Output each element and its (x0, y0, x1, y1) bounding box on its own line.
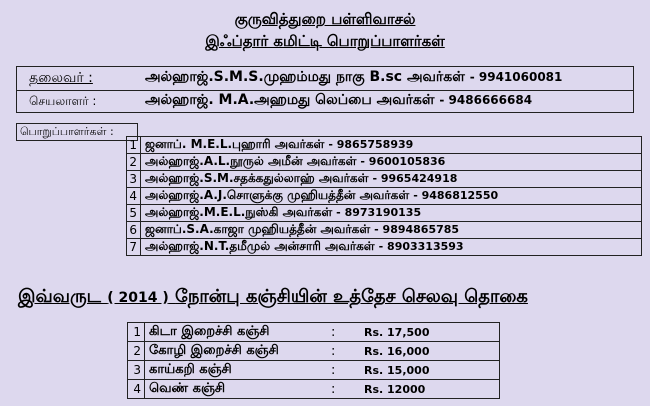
expense-item: கிடா இறைச்சி கஞ்சி (145, 323, 331, 342)
expense-title-suffix: நோன்பு கஞ்சியின் உத்தேச செலவு தொகை (175, 286, 528, 307)
president-value (145, 69, 562, 87)
expense-title (18, 286, 528, 309)
member-name: அல்ஹாஜ்.N.T.தமீமுல் அன்சாரி அவர்கள் (145, 239, 375, 253)
expense-number: 1 (128, 323, 145, 342)
member-phone: - 9865758939 (328, 138, 414, 151)
expense-number: 3 (128, 361, 145, 380)
member-name: அல்ஹாஜ்.A.J.சொளுக்கு முஹியத்தீன் அவர்கள் (145, 188, 410, 202)
responsibles-label: பொறுப்பாளர்கள் : (16, 123, 138, 141)
member-number: 2 (127, 154, 141, 171)
expense-row (128, 380, 500, 399)
expense-separator: : (330, 361, 364, 380)
members-table (126, 136, 642, 256)
president-row (17, 67, 633, 91)
member-entry (141, 205, 642, 222)
member-entry (141, 154, 642, 171)
secretary-name: அல்ஹாஜ். M.A.அஹமது லெப்பை அவர்கள் (145, 92, 435, 108)
member-row (127, 188, 642, 205)
member-number: 4 (127, 188, 141, 205)
member-phone: - 9486812550 (413, 189, 499, 202)
member-phone: - 9894865785 (374, 223, 460, 236)
expense-item: கோழி இறைச்சி கஞ்சி (145, 342, 331, 361)
expense-separator: : (330, 342, 364, 361)
member-phone: - 9965424918 (372, 172, 458, 185)
officers-box (16, 66, 634, 113)
expense-amount: Rs. 16,000 (364, 342, 500, 361)
expense-number: 4 (128, 380, 145, 399)
expense-amount: Rs. 12000 (364, 380, 500, 399)
member-name: அல்ஹாஜ்.S.M.சதக்கதுல்லாஹ் அவர்கள் (145, 171, 369, 185)
expense-title-prefix: இவ்வருட (18, 286, 101, 307)
secretary-phone: - 9486666684 (439, 93, 533, 107)
member-entry (141, 222, 642, 239)
member-phone: - 8903313593 (378, 240, 464, 253)
expense-table (127, 322, 500, 399)
expense-row (128, 323, 500, 342)
member-row (127, 137, 642, 154)
member-entry (141, 239, 642, 256)
secretary-value (145, 92, 532, 110)
member-name: ஜனாப்.S.A.காஜா முஹியத்தீன் அவர்கள் (145, 222, 371, 236)
member-number: 6 (127, 222, 141, 239)
member-phone: - 8973190135 (336, 206, 422, 219)
member-row (127, 222, 642, 239)
expense-amount: Rs. 15,000 (364, 361, 500, 380)
expense-row (128, 361, 500, 380)
member-entry (141, 137, 642, 154)
president-name: அல்ஹாஜ்.S.M.S.முஹம்மது நாகு B.sc அவர்கள் (145, 69, 465, 85)
expense-separator: : (330, 380, 364, 399)
member-entry (141, 188, 642, 205)
member-name: ஜனாப். M.E.L.புஹாரி அவர்கள் (145, 137, 325, 151)
member-name: அல்ஹாஜ்.A.L.நூருல் அமீன் அவர்கள் (145, 154, 357, 168)
member-row (127, 171, 642, 188)
president-label: தலைவர் : (29, 70, 93, 86)
expense-amount: Rs. 17,500 (364, 323, 500, 342)
secretary-row (17, 90, 633, 113)
member-phone: - 9600105836 (360, 155, 446, 168)
expense-year: ( 2014 ) (107, 290, 169, 306)
member-row (127, 154, 642, 171)
president-phone: - 9941060081 (469, 70, 563, 84)
member-number: 1 (127, 137, 141, 154)
member-number: 5 (127, 205, 141, 222)
expense-item: காய்கறி கஞ்சி (145, 361, 331, 380)
member-entry (141, 171, 642, 188)
expense-separator: : (330, 323, 364, 342)
mosque-title: குருவித்துறை பள்ளிவாசல் (234, 10, 416, 28)
member-name: அல்ஹாஜ்.M.E.L.நுஸ்கி அவர்கள் (145, 205, 333, 219)
member-row (127, 239, 642, 256)
expense-number: 2 (128, 342, 145, 361)
secretary-label: செயலாளர் : (29, 94, 97, 108)
committee-title: இஃப்தார் கமிட்டி பொறுப்பாளர்கள் (205, 32, 445, 50)
member-row (127, 205, 642, 222)
member-number: 7 (127, 239, 141, 256)
expense-item: வெண் கஞ்சி (145, 380, 331, 399)
member-number: 3 (127, 171, 141, 188)
expense-row (128, 342, 500, 361)
